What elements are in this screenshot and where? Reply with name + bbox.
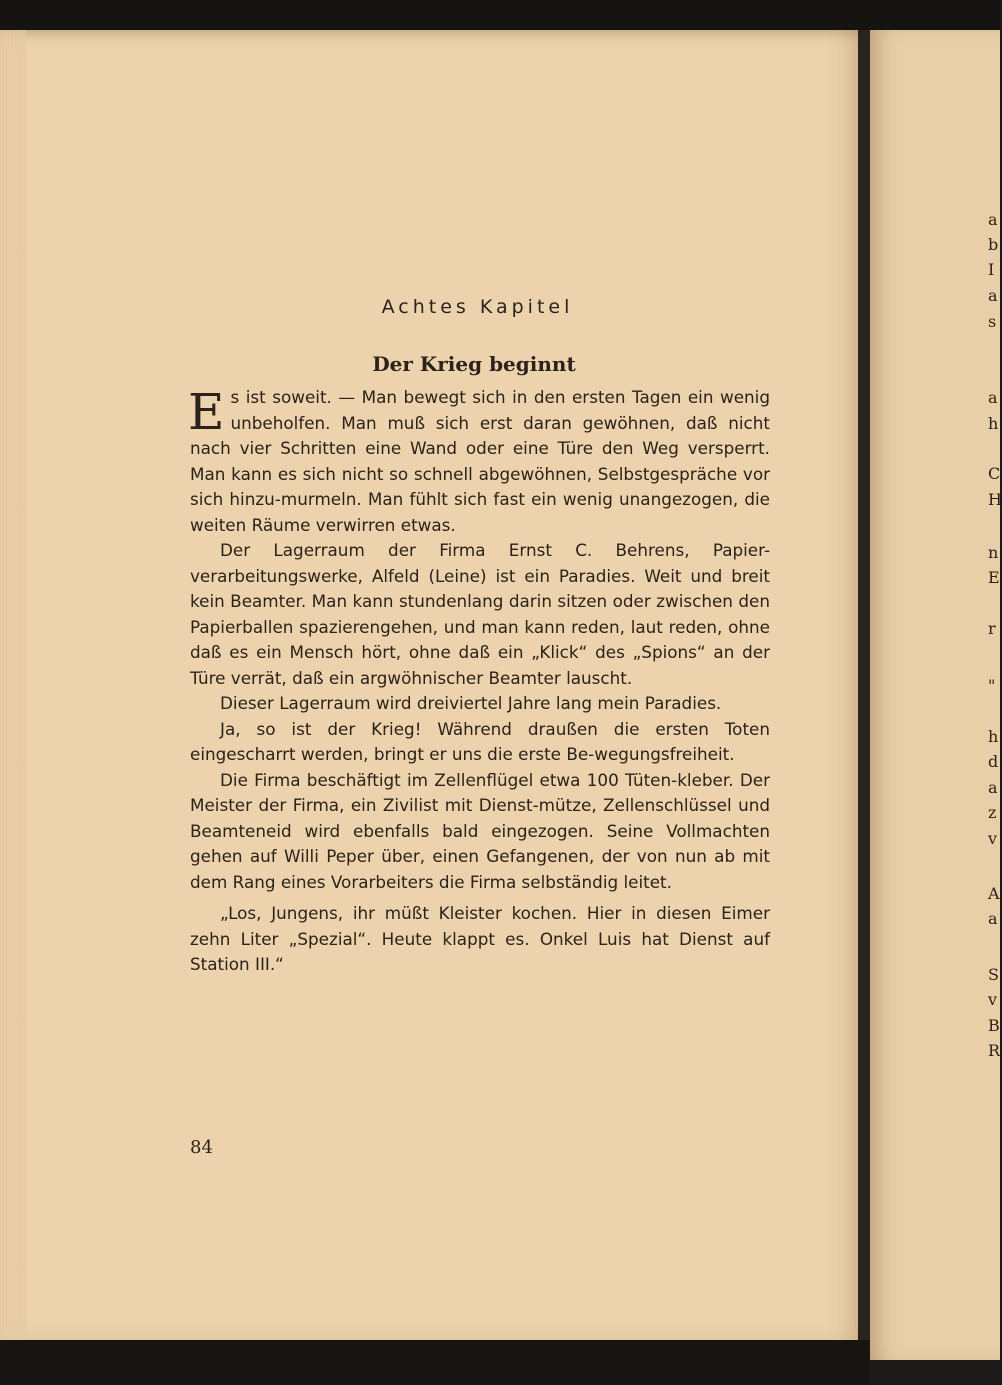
- page-number: 84: [190, 1137, 213, 1158]
- paragraph-2: Der Lagerraum der Firma Ernst C. Behrens, Papier-verarbeitungswerke, Alfeld (Leine) ist ein Paradies. Weit und breit kein Beamter. Man kann stundenlang darin sitzen oder zwischen den Papierballen spazierengehen, und man kann reden, laut reden, ohne daß es ein Mensch hört, ohne daß ein „Klick“ des „Spions“ an der Türe verrät, daß ein argwöhnischer Beamter lauscht.: [190, 540, 770, 688]
- chapter-title: Der Krieg beginnt: [372, 352, 576, 376]
- right-fragment: a: [988, 286, 998, 305]
- right-fragment: C: [988, 464, 1001, 483]
- drop-cap: E: [188, 383, 225, 441]
- right-fragment: R: [988, 1041, 1001, 1060]
- paragraph-5: Die Firma beschäftigt im Zellenflügel etwa 100 Tüten-kleber. Der Meister der Firma, ein Zivilist mit Dienst-mütze, Zellenschlüssel und Beamteneid wird ebenfalls bald eingezogen. Seine Vollmachten gehen auf Willi Peper über, einen Gefangenen, der von nun ab mit dem Rang eines Vorarbeiters die Firma selbständig leitet.: [190, 769, 770, 892]
- paragraph-4: Ja, so ist der Krieg! Während draußen die ersten Toten eingescharrt werden, bringt er uns die erste Be-wegungsfreiheit.: [190, 718, 770, 764]
- right-fragment: I: [988, 260, 995, 279]
- page-stack-edge: [0, 30, 26, 1340]
- scan-background-top: [0, 0, 1000, 32]
- right-fragment: a: [988, 388, 998, 407]
- right-fragment: v: [988, 990, 998, 1009]
- right-fragment: S: [988, 965, 999, 984]
- right-fragment: a: [988, 210, 998, 229]
- right-fragment: A: [988, 884, 1000, 903]
- right-fragment: z: [988, 803, 997, 822]
- paragraph-1: [190, 385, 770, 538]
- right-fragment: v: [988, 829, 998, 848]
- right-fragment: d: [988, 752, 999, 771]
- scan-background-bottom: [0, 1340, 870, 1385]
- right-fragment: s: [988, 312, 997, 331]
- book-gutter: [858, 30, 870, 1360]
- right-fragment: H: [988, 490, 1002, 509]
- paragraph-text: s ist soweit. — Man bewegt sich in den ersten Tagen ein wenig unbeholfen. Man muß sich erst daran gewöhnen, daß nicht nach vier Schritten eine Wand oder eine Türe den Weg versperrt. Man kann es sich nicht so schnell abgewöhnen, Selbstgespräche vor sich hinzu-murmeln. Man fühlt sich fast ein wenig unangezogen, die weiten Räume verwirren etwas.: [190, 387, 770, 535]
- right-fragment: B: [988, 1016, 1000, 1035]
- paragraph-3: Dieser Lagerraum wird dreiviertel Jahre lang mein Paradies.: [220, 693, 722, 713]
- right-fragment: n: [988, 543, 999, 562]
- body-text: [190, 385, 770, 978]
- right-fragment: b: [988, 235, 999, 254]
- paragraph-6: „Los, Jungens, ihr müßt Kleister kochen. Hier in diesen Eimer zehn Liter „Spezial“. Heute klappt es. Onkel Luis hat Dienst auf Station III.“: [190, 903, 770, 974]
- right-fragment: r: [988, 619, 996, 638]
- right-fragment: ": [988, 676, 996, 695]
- right-fragment: h: [988, 727, 999, 746]
- right-fragment: E: [988, 568, 1000, 587]
- right-fragment: a: [988, 909, 998, 928]
- right-fragment: a: [988, 778, 998, 797]
- right-fragment: h: [988, 414, 999, 433]
- chapter-heading: Achtes Kapitel: [381, 296, 574, 318]
- right-page-text-fragments: [988, 0, 1000, 1385]
- right-page: [870, 30, 1000, 1360]
